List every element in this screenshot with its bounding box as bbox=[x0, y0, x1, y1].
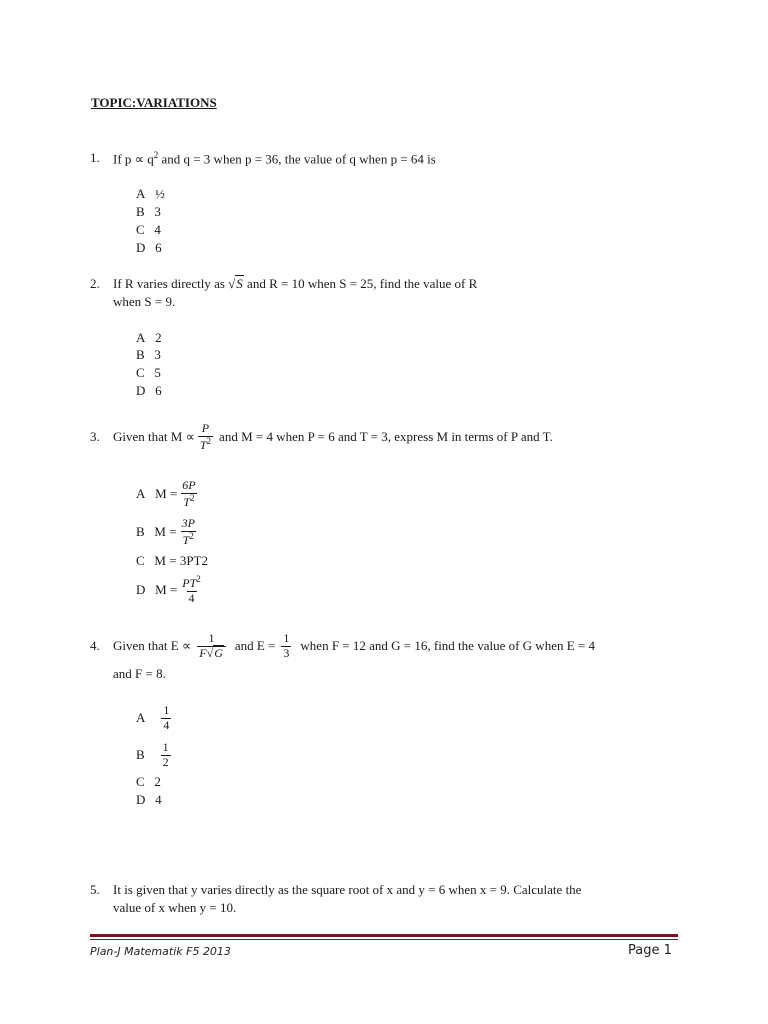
question-text: If $p \propto q^2$ and q = 3 when p = 36, the value of q when p = 64 is bbox=[113, 150, 436, 167]
page-title: TOPIC:VARIATIONS bbox=[91, 95, 217, 110]
question-5-text: It is given that y varies directly as the square root of x and y = 6 when x = 9. Calculate the bbox=[113, 882, 582, 897]
fraction: $\frac{1}{3}$ bbox=[283, 631, 290, 660]
question-3: Given that M ∝ $\frac{P}{T^2}$ and M = 4 when P = 6 and T = 3, express M in terms of P and T. bbox=[113, 421, 553, 452]
q2-option-c: C 5 bbox=[136, 365, 161, 380]
q3-option-d: D M = $\frac{PT^2}{4}$ bbox=[136, 574, 201, 605]
q1-option-a: A ½ bbox=[136, 186, 165, 201]
question-text-line2: and F = 8. bbox=[113, 666, 166, 681]
question-4: Given that E ∝ $\frac{1}{F√G}$ and E = $\frac{1}{3}$ when F = 12 and G = 16, find the value of G when E = 4 bbox=[113, 631, 595, 660]
q4-option-b: B $\frac{1}{2}$ bbox=[136, 740, 169, 769]
footer-title: Plan-J Matematik F5 2013 bbox=[90, 945, 231, 958]
q2-option-b: B 3 bbox=[136, 347, 161, 362]
question-4-number: 4. bbox=[90, 638, 100, 653]
question-2 bbox=[90, 276, 478, 292]
question-1 bbox=[90, 150, 436, 167]
page-number: Page 1 bbox=[628, 943, 672, 958]
q3-option-a: A M = $\frac{6P}{T^2}$ bbox=[136, 478, 196, 509]
footer-rule-thin bbox=[90, 939, 678, 940]
question-text-line2: when S = 9. bbox=[113, 294, 176, 309]
q3-option-c: C M = 3PT2 bbox=[136, 553, 208, 568]
q1-option-d: D 6 bbox=[136, 240, 162, 255]
fraction: $\frac{1}{F√G}$ bbox=[197, 632, 226, 659]
q2-option-a: A 2 bbox=[136, 330, 162, 345]
q4-option-a: A $\frac{1}{4}$ bbox=[136, 703, 170, 732]
q1-option-c: C 4 bbox=[136, 222, 161, 237]
fraction: $\frac{P}{T^2}$ bbox=[199, 421, 212, 452]
q2-option-d: D 6 bbox=[136, 383, 162, 398]
footer-rule-thick bbox=[90, 934, 678, 937]
q4-option-d: D 4 bbox=[136, 792, 162, 807]
question-5-text-line2: value of x when y = 10. bbox=[113, 900, 237, 915]
question-3-number: 3. bbox=[90, 429, 100, 444]
question-number: 1. bbox=[90, 150, 100, 165]
question-5-number: 5. bbox=[90, 882, 100, 897]
question-number: 2. bbox=[90, 276, 100, 291]
q3-option-b: B M = $\frac{3P}{T^2}$ bbox=[136, 516, 195, 547]
question-text: If R varies directly as √S and R = 10 when S = 25, find the value of R bbox=[113, 276, 478, 291]
q4-option-c: C 2 bbox=[136, 774, 161, 789]
q1-option-b: B 3 bbox=[136, 204, 161, 219]
sqrt-symbol: √S bbox=[228, 276, 243, 291]
